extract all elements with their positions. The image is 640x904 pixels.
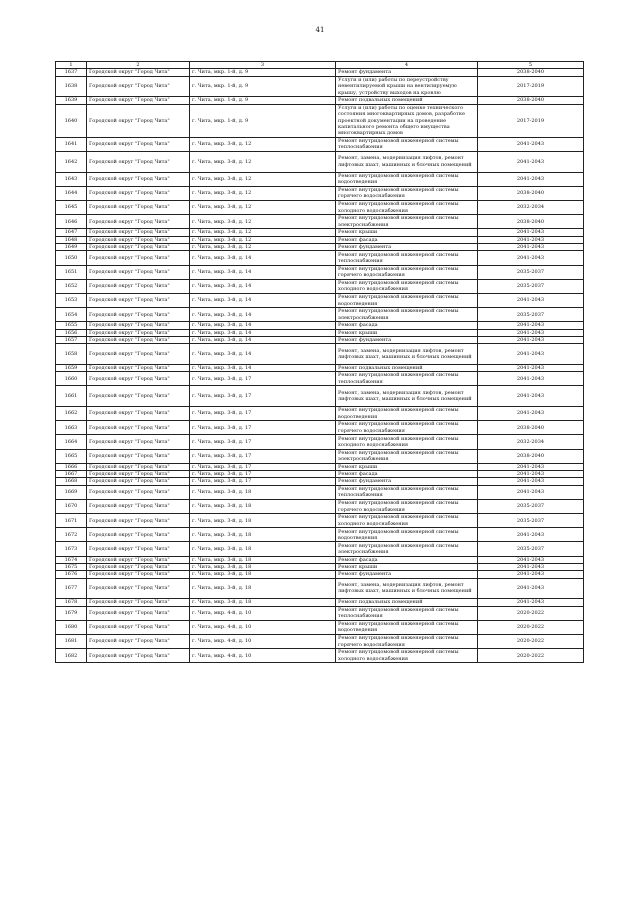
work-type-cell: Услуги и (или) работы по оценке технического состояния многоквартирных домов, разработке проектной документации на проведение капитального ремонта общего имущества многоквартирных домов [336, 104, 478, 137]
table-row [56, 564, 584, 571]
address-cell: г. Чита, мкр. 3-й, д. 18 [190, 599, 336, 606]
municipality-cell: Городской округ "Город Чита" [87, 104, 190, 137]
period-cell: 2035-2037 [478, 514, 584, 528]
period-cell: 2032-2034 [478, 435, 584, 449]
address-cell: г. Чита, мкр. 3-й, д. 17 [190, 463, 336, 470]
work-type-cell: Ремонт внутридомовой инженерной системы электроснабжения [336, 308, 478, 322]
row-number: 1663 [56, 421, 87, 435]
row-number: 1650 [56, 251, 87, 265]
address-cell: г. Чита, мкр. 3-й, д. 12 [190, 137, 336, 151]
row-number: 1661 [56, 386, 87, 407]
row-number: 1682 [56, 649, 87, 663]
period-cell: 2041-2043 [478, 599, 584, 606]
row-number: 1649 [56, 244, 87, 251]
table-row [56, 236, 584, 243]
period-cell: 2041-2043 [478, 406, 584, 420]
work-type-cell: Услуги и (или) работы по переустройству невентилируемой крыши на вентилируемую крышу, устройству выходов на кровлю [336, 76, 478, 97]
period-cell: 2041-2043 [478, 386, 584, 407]
table-row [56, 571, 584, 578]
work-type-cell: Ремонт внутридомовой инженерной системы холодного водоснабжения [336, 200, 478, 214]
municipality-cell: Городской округ "Город Чита" [87, 372, 190, 386]
header-cell-1: 1 [56, 62, 87, 69]
municipality-cell: Городской округ "Город Чита" [87, 152, 190, 173]
period-cell: 2035-2037 [478, 499, 584, 513]
row-number: 1665 [56, 449, 87, 463]
table-row [56, 463, 584, 470]
address-cell: г. Чита, мкр. 3-й, д. 14 [190, 322, 336, 329]
row-number: 1642 [56, 152, 87, 173]
row-number: 1660 [56, 372, 87, 386]
municipality-cell: Городской округ "Город Чита" [87, 97, 190, 104]
work-type-cell: Ремонт подвальных помещений [336, 364, 478, 371]
municipality-cell: Городской округ "Город Чита" [87, 514, 190, 528]
municipality-cell: Городской округ "Город Чита" [87, 336, 190, 343]
table-row [56, 229, 584, 236]
municipality-cell: Городской округ "Город Чита" [87, 186, 190, 200]
municipality-cell: Городской округ "Город Чита" [87, 215, 190, 229]
municipality-cell: Городской округ "Город Чита" [87, 251, 190, 265]
work-type-cell: Ремонт внутридомовой инженерной системы теплоснабжения [336, 251, 478, 265]
work-type-cell: Ремонт внутридомовой инженерной системы холодного водоснабжения [336, 279, 478, 293]
period-cell: 2038-2040 [478, 69, 584, 76]
municipality-cell: Городской округ "Город Чита" [87, 329, 190, 336]
address-cell: г. Чита, мкр. 3-й, д. 14 [190, 344, 336, 365]
table-row [56, 406, 584, 420]
work-type-cell: Ремонт фундамента [336, 571, 478, 578]
table-row [56, 152, 584, 173]
address-cell: г. Чита, мкр. 1-й, д. 9 [190, 104, 336, 137]
address-cell: г. Чита, мкр. 3-й, д. 18 [190, 542, 336, 556]
address-cell: г. Чита, мкр. 3-й, д. 14 [190, 364, 336, 371]
municipality-cell: Городской округ "Город Чита" [87, 478, 190, 485]
address-cell: г. Чита, мкр. 3-й, д. 17 [190, 372, 336, 386]
table-row [56, 599, 584, 606]
municipality-cell: Городской округ "Город Чита" [87, 244, 190, 251]
table-row [56, 634, 584, 648]
table-row [56, 244, 584, 251]
row-number: 1667 [56, 471, 87, 478]
municipality-cell: Городской округ "Город Чита" [87, 322, 190, 329]
address-cell: г. Чита, мкр. 3-й, д. 14 [190, 336, 336, 343]
work-type-cell: Ремонт внутридомовой инженерной системы водоотведения [336, 293, 478, 307]
row-number: 1647 [56, 229, 87, 236]
address-cell: г. Чита, мкр. 4-й, д. 10 [190, 606, 336, 620]
work-type-cell: Ремонт внутридомовой инженерной системы теплоснабжения [336, 485, 478, 499]
work-type-cell: Ремонт внутридомовой инженерной системы электроснабжения [336, 542, 478, 556]
table-row [56, 186, 584, 200]
work-type-cell: Ремонт внутридомовой инженерной системы теплоснабжения [336, 372, 478, 386]
address-cell: г. Чита, мкр. 1-й, д. 9 [190, 76, 336, 97]
address-cell: г. Чита, мкр. 4-й, д. 10 [190, 620, 336, 634]
municipality-cell: Городской округ "Город Чита" [87, 229, 190, 236]
municipality-cell: Городской округ "Город Чита" [87, 556, 190, 563]
work-type-cell: Ремонт внутридомовой инженерной системы горячего водоснабжения [336, 265, 478, 279]
period-cell: 2038-2040 [478, 421, 584, 435]
municipality-cell: Городской округ "Город Чита" [87, 471, 190, 478]
row-number: 1678 [56, 599, 87, 606]
address-cell: г. Чита, мкр. 3-й, д. 12 [190, 215, 336, 229]
table-row [56, 606, 584, 620]
header-cell-4: 4 [336, 62, 478, 69]
address-cell: г. Чита, мкр. 3-й, д. 14 [190, 279, 336, 293]
address-cell: г. Чита, мкр. 3-й, д. 17 [190, 435, 336, 449]
row-number: 1655 [56, 322, 87, 329]
row-number: 1652 [56, 279, 87, 293]
row-number: 1656 [56, 329, 87, 336]
row-number: 1677 [56, 578, 87, 599]
municipality-cell: Городской округ "Город Чита" [87, 564, 190, 571]
table-row [56, 620, 584, 634]
row-number: 1671 [56, 514, 87, 528]
municipality-cell: Городской округ "Город Чита" [87, 528, 190, 542]
municipality-cell: Городской округ "Город Чита" [87, 172, 190, 186]
address-cell: г. Чита, мкр. 3-й, д. 14 [190, 329, 336, 336]
work-type-cell: Ремонт внутридомовой инженерной системы электроснабжения [336, 449, 478, 463]
work-type-cell: Ремонт крыши [336, 463, 478, 470]
address-cell: г. Чита, мкр. 3-й, д. 17 [190, 421, 336, 435]
address-cell: г. Чита, мкр. 3-й, д. 12 [190, 244, 336, 251]
work-type-cell: Ремонт внутридомовой инженерной системы горячего водоснабжения [336, 186, 478, 200]
work-type-cell: Ремонт подвальных помещений [336, 97, 478, 104]
row-number: 1676 [56, 571, 87, 578]
work-type-cell: Ремонт внутридомовой инженерной системы водоотведения [336, 528, 478, 542]
header-cell-5: 5 [478, 62, 584, 69]
period-cell: 2041-2043 [478, 578, 584, 599]
period-cell: 2020-2022 [478, 606, 584, 620]
table-row [56, 265, 584, 279]
row-number: 1659 [56, 364, 87, 371]
table-row [56, 478, 584, 485]
row-number: 1680 [56, 620, 87, 634]
period-cell: 2041-2043 [478, 251, 584, 265]
period-cell: 2020-2022 [478, 620, 584, 634]
municipality-cell: Городской округ "Город Чита" [87, 279, 190, 293]
municipality-cell: Городской округ "Город Чита" [87, 499, 190, 513]
period-cell: 2041-2043 [478, 556, 584, 563]
municipality-cell: Городской округ "Город Чита" [87, 542, 190, 556]
address-cell: г. Чита, мкр. 3-й, д. 17 [190, 386, 336, 407]
municipality-cell: Городской округ "Город Чита" [87, 485, 190, 499]
municipality-cell: Городской округ "Город Чита" [87, 606, 190, 620]
work-type-cell: Ремонт фундамента [336, 336, 478, 343]
row-number: 1640 [56, 104, 87, 137]
table-row [56, 485, 584, 499]
period-cell: 2041-2043 [478, 172, 584, 186]
work-type-cell: Ремонт фасада [336, 322, 478, 329]
period-cell: 2038-2040 [478, 97, 584, 104]
table-row [56, 215, 584, 229]
row-number: 1672 [56, 528, 87, 542]
work-type-cell: Ремонт внутридомовой инженерной системы холодного водоснабжения [336, 435, 478, 449]
table-row [56, 649, 584, 663]
table-row [56, 69, 584, 76]
address-cell: г. Чита, мкр. 3-й, д. 17 [190, 471, 336, 478]
municipality-cell: Городской округ "Город Чита" [87, 634, 190, 648]
work-type-cell: Ремонт фасада [336, 236, 478, 243]
row-number: 1657 [56, 336, 87, 343]
municipality-cell: Городской округ "Город Чита" [87, 599, 190, 606]
work-type-cell: Ремонт фасада [336, 556, 478, 563]
table-row [56, 200, 584, 214]
address-cell: г. Чита, мкр. 3-й, д. 18 [190, 578, 336, 599]
period-cell: 2041-2043 [478, 471, 584, 478]
period-cell: 2017-2019 [478, 76, 584, 97]
address-cell: г. Чита, мкр. 3-й, д. 12 [190, 186, 336, 200]
work-type-cell: Ремонт внутридомовой инженерной системы водоотведения [336, 620, 478, 634]
table-row [56, 251, 584, 265]
row-number: 1639 [56, 97, 87, 104]
table-row [56, 344, 584, 365]
row-number: 1644 [56, 186, 87, 200]
row-number: 1648 [56, 236, 87, 243]
work-type-cell: Ремонт внутридомовой инженерной системы водоотведения [336, 406, 478, 420]
municipality-cell: Городской округ "Город Чита" [87, 421, 190, 435]
municipality-cell: Городской округ "Город Чита" [87, 435, 190, 449]
row-number: 1637 [56, 69, 87, 76]
row-number: 1674 [56, 556, 87, 563]
row-number: 1643 [56, 172, 87, 186]
period-cell: 2020-2022 [478, 634, 584, 648]
row-number: 1653 [56, 293, 87, 307]
work-type-cell: Ремонт, замена, модернизация лифтов, ремонт лифтовых шахт, машинных и блочных помещений [336, 386, 478, 407]
municipality-cell: Городской округ "Город Чита" [87, 463, 190, 470]
period-cell: 2041-2043 [478, 329, 584, 336]
work-type-cell: Ремонт внутридомовой инженерной системы холодного водоснабжения [336, 649, 478, 663]
work-type-cell: Ремонт крыши [336, 564, 478, 571]
period-cell: 2041-2043 [478, 336, 584, 343]
period-cell: 2017-2019 [478, 104, 584, 137]
work-type-cell: Ремонт внутридомовой инженерной системы горячего водоснабжения [336, 634, 478, 648]
row-number: 1658 [56, 344, 87, 365]
row-number: 1654 [56, 308, 87, 322]
period-cell: 2035-2037 [478, 308, 584, 322]
municipality-cell: Городской округ "Город Чита" [87, 386, 190, 407]
table-row [56, 542, 584, 556]
address-cell: г. Чита, мкр. 1-й, д. 9 [190, 69, 336, 76]
period-cell: 2038-2040 [478, 449, 584, 463]
period-cell: 2041-2043 [478, 564, 584, 571]
work-type-cell: Ремонт внутридомовой инженерной системы водоотведения [336, 172, 478, 186]
municipality-cell: Городской округ "Город Чита" [87, 364, 190, 371]
municipality-cell: Городской округ "Город Чита" [87, 344, 190, 365]
table-row [56, 104, 584, 137]
table-row [56, 137, 584, 151]
address-cell: г. Чита, мкр. 3-й, д. 12 [190, 152, 336, 173]
work-type-cell: Ремонт внутридомовой инженерной системы горячего водоснабжения [336, 421, 478, 435]
address-cell: г. Чита, мкр. 3-й, д. 17 [190, 449, 336, 463]
address-cell: г. Чита, мкр. 3-й, д. 14 [190, 293, 336, 307]
table-row [56, 514, 584, 528]
period-cell: 2035-2037 [478, 542, 584, 556]
period-cell: 2041-2043 [478, 571, 584, 578]
row-number: 1681 [56, 634, 87, 648]
row-number: 1673 [56, 542, 87, 556]
work-type-cell: Ремонт фасада [336, 471, 478, 478]
work-type-cell: Ремонт, замена, модернизация лифтов, ремонт лифтовых шахт, машинных и блочных помещений [336, 152, 478, 173]
municipality-cell: Городской округ "Город Чита" [87, 76, 190, 97]
period-cell: 2038-2040 [478, 186, 584, 200]
header-cell-3: 3 [190, 62, 336, 69]
period-cell: 2038-2040 [478, 215, 584, 229]
table-row [56, 364, 584, 371]
table-row [56, 449, 584, 463]
municipality-cell: Городской округ "Город Чита" [87, 265, 190, 279]
row-number: 1666 [56, 463, 87, 470]
address-cell: г. Чита, мкр. 3-й, д. 12 [190, 172, 336, 186]
period-cell: 2041-2043 [478, 463, 584, 470]
period-cell: 2041-2043 [478, 229, 584, 236]
municipality-cell: Городской округ "Город Чита" [87, 308, 190, 322]
row-number: 1670 [56, 499, 87, 513]
table-row [56, 322, 584, 329]
work-type-cell: Ремонт крыши [336, 329, 478, 336]
municipality-cell: Городской округ "Город Чита" [87, 293, 190, 307]
municipality-cell: Городской округ "Город Чита" [87, 571, 190, 578]
municipality-cell: Городской округ "Город Чита" [87, 406, 190, 420]
row-number: 1662 [56, 406, 87, 420]
address-cell: г. Чита, мкр. 4-й, д. 10 [190, 634, 336, 648]
row-number: 1651 [56, 265, 87, 279]
municipality-cell: Городской округ "Город Чита" [87, 578, 190, 599]
period-cell: 2041-2043 [478, 322, 584, 329]
table-row [56, 172, 584, 186]
municipality-cell: Городской округ "Город Чита" [87, 137, 190, 151]
table-row [56, 372, 584, 386]
table-row [56, 76, 584, 97]
work-type-cell: Ремонт подвальных помещений [336, 599, 478, 606]
work-type-cell: Ремонт внутридомовой инженерной системы холодного водоснабжения [336, 514, 478, 528]
period-cell: 2041-2043 [478, 364, 584, 371]
table-header-row [56, 62, 584, 69]
table-row [56, 329, 584, 336]
period-cell: 2041-2043 [478, 485, 584, 499]
period-cell: 2041-2043 [478, 372, 584, 386]
address-cell: г. Чита, мкр. 3-й, д. 18 [190, 499, 336, 513]
work-type-cell: Ремонт внутридомовой инженерной системы теплоснабжения [336, 137, 478, 151]
address-cell: г. Чита, мкр. 3-й, д. 17 [190, 406, 336, 420]
address-cell: г. Чита, мкр. 3-й, д. 18 [190, 564, 336, 571]
table-row [56, 471, 584, 478]
work-type-cell: Ремонт, замена, модернизация лифтов, ремонт лифтовых шахт, машинных и блочных помещений [336, 578, 478, 599]
address-cell: г. Чита, мкр. 3-й, д. 14 [190, 265, 336, 279]
period-cell: 2041-2043 [478, 244, 584, 251]
address-cell: г. Чита, мкр. 3-й, д. 14 [190, 308, 336, 322]
address-cell: г. Чита, мкр. 4-й, д. 10 [190, 649, 336, 663]
address-cell: г. Чита, мкр. 3-й, д. 14 [190, 251, 336, 265]
period-cell: 2020-2022 [478, 649, 584, 663]
municipality-cell: Городской округ "Город Чита" [87, 620, 190, 634]
table-row [56, 308, 584, 322]
address-cell: г. Чита, мкр. 3-й, д. 18 [190, 514, 336, 528]
table-row [56, 578, 584, 599]
period-cell: 2041-2043 [478, 478, 584, 485]
municipality-cell: Городской округ "Город Чита" [87, 69, 190, 76]
row-number: 1679 [56, 606, 87, 620]
table-row [56, 421, 584, 435]
header-cell-2: 2 [87, 62, 190, 69]
row-number: 1646 [56, 215, 87, 229]
period-cell: 2041-2043 [478, 152, 584, 173]
work-type-cell: Ремонт внутридомовой инженерной системы электроснабжения [336, 215, 478, 229]
table-row [56, 336, 584, 343]
row-number: 1638 [56, 76, 87, 97]
table-row [56, 435, 584, 449]
work-type-cell: Ремонт фундамента [336, 244, 478, 251]
registry-table [55, 61, 584, 663]
table-row [56, 528, 584, 542]
municipality-cell: Городской округ "Город Чита" [87, 649, 190, 663]
period-cell: 2041-2043 [478, 344, 584, 365]
address-cell: г. Чита, мкр. 3-й, д. 12 [190, 200, 336, 214]
address-cell: г. Чита, мкр. 3-й, д. 18 [190, 528, 336, 542]
row-number: 1664 [56, 435, 87, 449]
address-cell: г. Чита, мкр. 3-й, д. 12 [190, 229, 336, 236]
row-number: 1645 [56, 200, 87, 214]
period-cell: 2041-2043 [478, 137, 584, 151]
table-row [56, 279, 584, 293]
table-row [56, 293, 584, 307]
row-number: 1675 [56, 564, 87, 571]
municipality-cell: Городской округ "Город Чита" [87, 449, 190, 463]
work-type-cell: Ремонт крыши [336, 229, 478, 236]
table-row [56, 556, 584, 563]
row-number: 1669 [56, 485, 87, 499]
row-number: 1668 [56, 478, 87, 485]
municipality-cell: Городской округ "Город Чита" [87, 236, 190, 243]
address-cell: г. Чита, мкр. 3-й, д. 17 [190, 478, 336, 485]
work-type-cell: Ремонт внутридомовой инженерной системы горячего водоснабжения [336, 499, 478, 513]
work-type-cell: Ремонт фундамента [336, 478, 478, 485]
address-cell: г. Чита, мкр. 1-й, д. 9 [190, 97, 336, 104]
address-cell: г. Чита, мкр. 3-й, д. 12 [190, 236, 336, 243]
address-cell: г. Чита, мкр. 3-й, д. 18 [190, 571, 336, 578]
period-cell: 2041-2043 [478, 528, 584, 542]
period-cell: 2041-2043 [478, 236, 584, 243]
period-cell: 2041-2043 [478, 293, 584, 307]
work-type-cell: Ремонт внутридомовой инженерной системы теплоснабжения [336, 606, 478, 620]
period-cell: 2035-2037 [478, 279, 584, 293]
table-row [56, 97, 584, 104]
period-cell: 2035-2037 [478, 265, 584, 279]
municipality-cell: Городской округ "Город Чита" [87, 200, 190, 214]
row-number: 1641 [56, 137, 87, 151]
period-cell: 2032-2034 [478, 200, 584, 214]
address-cell: г. Чита, мкр. 3-й, д. 18 [190, 556, 336, 563]
page-number: 41 [315, 26, 325, 34]
table-row [56, 386, 584, 407]
work-type-cell: Ремонт, замена, модернизация лифтов, ремонт лифтовых шахт, машинных и блочных помещений [336, 344, 478, 365]
work-type-cell: Ремонт фундамента [336, 69, 478, 76]
table-row [56, 499, 584, 513]
address-cell: г. Чита, мкр. 3-й, д. 18 [190, 485, 336, 499]
